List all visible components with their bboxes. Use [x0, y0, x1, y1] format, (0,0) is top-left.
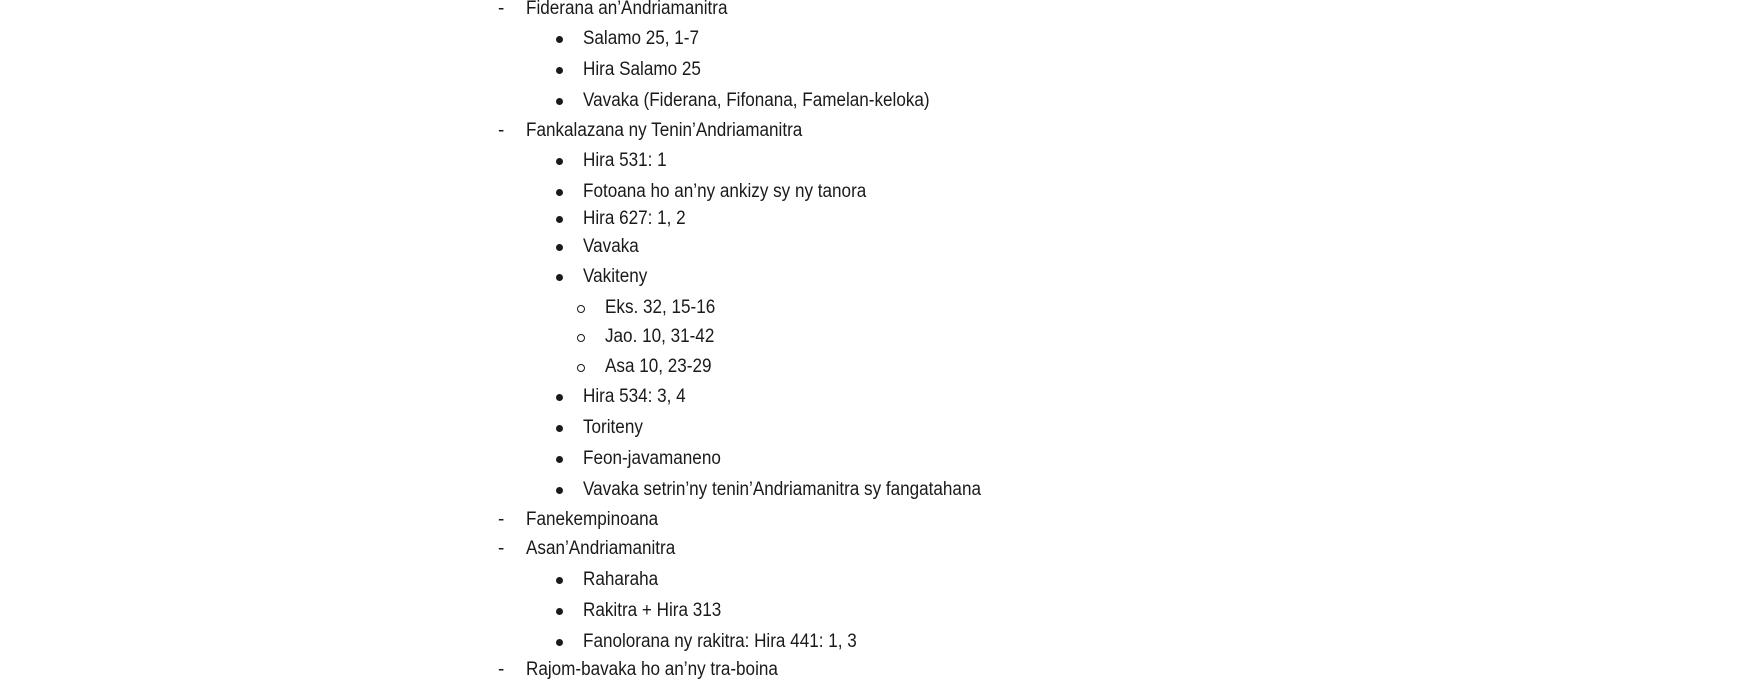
- outline-item: Fanolorana ny rakitra: Hira 441: 1, 3: [583, 631, 857, 652]
- bullet-disc-icon: [556, 216, 563, 223]
- bullet-disc-icon: [556, 274, 563, 281]
- bullet-disc-icon: [556, 158, 563, 165]
- dash-marker: -: [498, 659, 505, 680]
- bullet-disc-icon: [556, 425, 563, 432]
- outline-item: Vavaka: [583, 236, 639, 257]
- bullet-disc-icon: [556, 639, 563, 646]
- bullet-disc-icon: [556, 98, 563, 105]
- outline-item: Rakitra + Hira 313: [583, 600, 722, 621]
- outline-item: Toriteny: [583, 417, 643, 438]
- outline-item: Vavaka (Fiderana, Fifonana, Famelan-keloka): [583, 90, 930, 111]
- outline-item: Hira Salamo 25: [583, 59, 701, 80]
- bullet-disc-icon: [556, 608, 563, 615]
- bullet-circle-icon: [577, 305, 585, 313]
- dash-marker: -: [498, 509, 505, 530]
- outline-section-title: Fanekempinoana: [526, 509, 659, 530]
- outline-item: Hira 531: 1: [583, 150, 667, 171]
- bullet-circle-icon: [577, 364, 585, 372]
- bullet-disc-icon: [556, 577, 563, 584]
- outline-item: Raharaha: [583, 569, 659, 590]
- dash-marker: -: [498, 120, 505, 141]
- outline-subitem: Asa 10, 23-29: [605, 356, 712, 377]
- outline-item: Salamo 25, 1-7: [583, 28, 699, 49]
- outline-item: Vakiteny: [583, 266, 648, 287]
- outline-item: Vavaka setrin’ny tenin’Andriamanitra sy fangatahana: [583, 479, 981, 500]
- outline-section-title: Rajom-bavaka ho an’ny tra-boina: [526, 659, 778, 680]
- outline-section-title: Asan’Andriamanitra: [526, 538, 676, 559]
- bullet-disc-icon: [556, 189, 563, 196]
- bullet-disc-icon: [556, 36, 563, 43]
- outline-item: Fotoana ho an’ny ankizy sy ny tanora: [583, 181, 867, 202]
- outline-section-title: Fankalazana ny Tenin’Andriamanitra: [526, 120, 803, 141]
- bullet-disc-icon: [556, 244, 563, 251]
- dash-marker: -: [498, 538, 505, 559]
- dash-marker: -: [498, 0, 505, 19]
- outline-item: Hira 534: 3, 4: [583, 386, 686, 407]
- bullet-disc-icon: [556, 394, 563, 401]
- bullet-disc-icon: [556, 456, 563, 463]
- bullet-circle-icon: [577, 334, 585, 342]
- outline-subitem: Eks. 32, 15-16: [605, 297, 716, 318]
- bullet-disc-icon: [556, 487, 563, 494]
- outline-section-title: Fiderana an’Andriamanitra: [526, 0, 728, 19]
- bullet-disc-icon: [556, 67, 563, 74]
- outline-item: Feon-javamaneno: [583, 448, 721, 469]
- outline-item: Hira 627: 1, 2: [583, 208, 686, 229]
- outline-subitem: Jao. 10, 31-42: [605, 326, 715, 347]
